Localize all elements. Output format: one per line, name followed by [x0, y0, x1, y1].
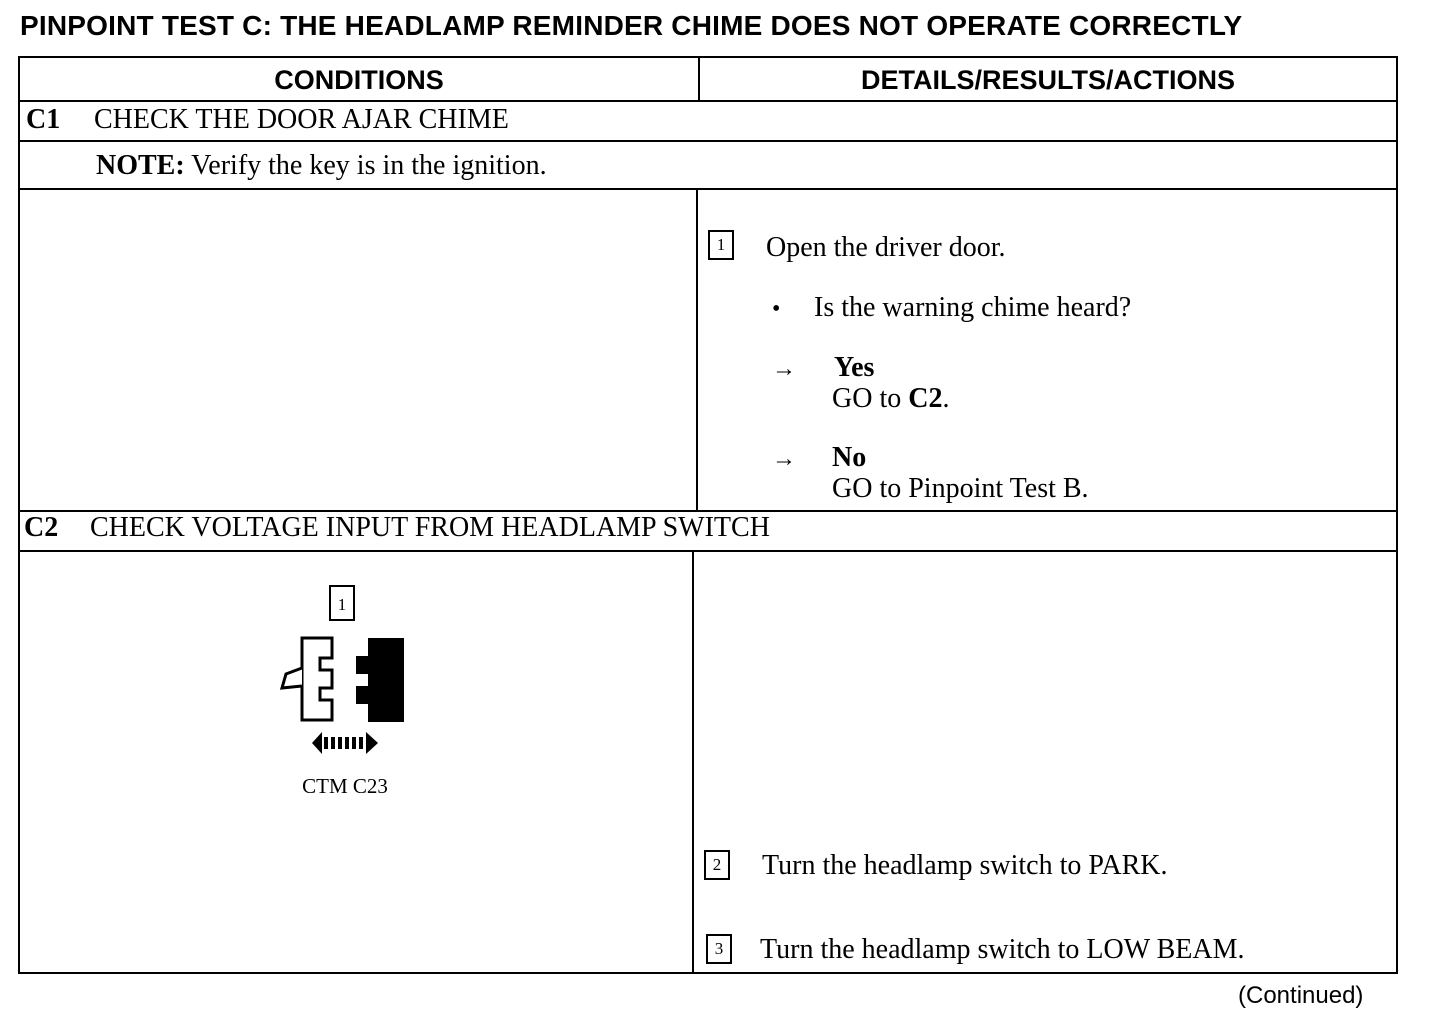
- answer-yes: Yes: [834, 352, 875, 383]
- diagram-label: CTM C23: [302, 774, 388, 798]
- diagram-number: 1: [337, 595, 347, 614]
- note-c1: [96, 150, 547, 182]
- arrow-right-icon: →: [772, 446, 796, 472]
- step-title-c2: CHECK VOLTAGE INPUT FROM HEADLAMP SWITCH: [90, 512, 770, 543]
- action-number-box: 3: [706, 934, 732, 964]
- step-title-c1: CHECK THE DOOR AJAR CHIME: [94, 104, 509, 135]
- header-rule: [20, 100, 1396, 102]
- action-text: Turn the headlamp switch to LOW BEAM.: [760, 934, 1245, 965]
- column-header-conditions: CONDITIONS: [274, 65, 444, 95]
- note-label: NOTE:: [96, 150, 185, 181]
- pinpoint-test-table: [18, 56, 1398, 974]
- step-id-c2: C2: [24, 512, 59, 543]
- answer-no: No: [832, 442, 867, 473]
- action-number-box: 1: [708, 230, 734, 260]
- bullet-icon: •: [772, 296, 781, 322]
- arrow-right-icon: →: [772, 356, 796, 382]
- action-number-box: 2: [704, 850, 730, 880]
- column-header-details: DETAILS/RESULTS/ACTIONS: [860, 65, 1235, 95]
- c2-title-rule: [20, 550, 1396, 552]
- note-text: Verify the key is in the ignition.: [184, 150, 547, 181]
- go-to-pinpoint-test-b: GO to Pinpoint Test B.: [832, 473, 1089, 504]
- question-text: Is the warning chime heard?: [814, 292, 1132, 323]
- step-id-c1: C1: [26, 104, 61, 135]
- header-divider: [698, 58, 700, 100]
- c2-column-divider: [692, 550, 694, 974]
- action-text: Turn the headlamp switch to PARK.: [762, 850, 1168, 881]
- c1-note-rule: [20, 188, 1396, 190]
- c1-column-divider: [696, 188, 698, 510]
- page-title: PINPOINT TEST C: THE HEADLAMP REMINDER CHIME DOES NOT OPERATE CORRECTLY: [20, 10, 1243, 41]
- go-to-c2: GO to C2.: [832, 383, 950, 414]
- continued-label: (Continued): [1238, 982, 1364, 1009]
- c1-title-rule: [20, 140, 1396, 142]
- action-text: Open the driver door.: [766, 232, 1006, 263]
